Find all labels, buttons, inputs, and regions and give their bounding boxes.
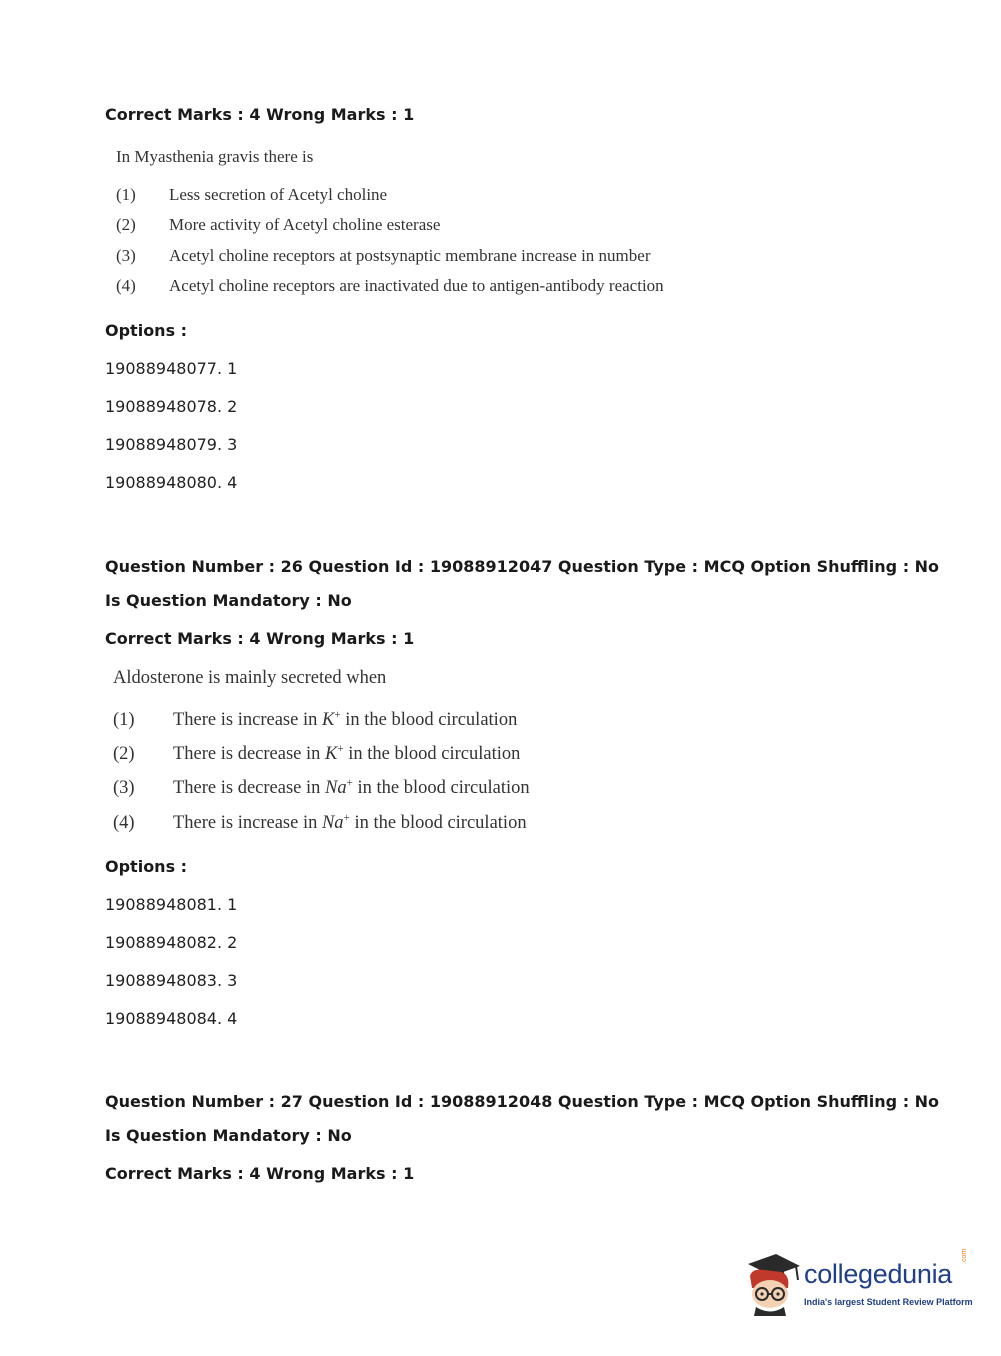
choice-number: (3) [116, 246, 136, 265]
ion-charge: + [334, 708, 341, 721]
choice-text-post: in the blood circulation [352, 778, 530, 798]
ion-charge: + [337, 742, 344, 755]
choice-text-post: in the blood circulation [340, 710, 518, 730]
choice-number: (2) [116, 215, 136, 234]
choice-number: (1) [116, 185, 136, 204]
marks-line: Correct Marks : 4 Wrong Marks : 1 [105, 629, 415, 648]
choice-text: Acetyl choline receptors at postsynaptic membrane increase in number [169, 246, 651, 265]
collegedunia-logo [742, 1250, 972, 1316]
choice-text: More activity of Acetyl choline esterase [169, 215, 441, 234]
choice-text-post: in the blood circulation [349, 813, 527, 833]
choice-item [113, 778, 613, 804]
logo-suffix: .com [961, 1248, 968, 1264]
choice-number: (4) [113, 813, 135, 833]
choice-text-pre: There is increase in [173, 710, 322, 730]
option-row: 19088948082. 2 [105, 933, 238, 952]
logo-wordmark: collegedunia [804, 1259, 953, 1289]
mandatory-line: Is Question Mandatory : No [105, 1126, 352, 1145]
ion-symbol: K [325, 744, 338, 764]
option-row: 19088948078. 2 [105, 397, 238, 416]
choice-item [116, 276, 736, 300]
mascot-icon [742, 1250, 802, 1316]
question-text: In Myasthenia gravis there is [116, 147, 314, 166]
marks-line: Correct Marks : 4 Wrong Marks : 1 [105, 105, 415, 124]
question-header: Question Number : 27 Question Id : 19088912048 Question Type : MCQ Option Shuffling : No [105, 1092, 940, 1111]
choice-text-pre: There is increase in [173, 813, 322, 833]
option-row: 19088948084. 4 [105, 1009, 238, 1028]
options-label: Options : [105, 857, 188, 876]
choice-number: (4) [116, 276, 136, 295]
choice-text: Acetyl choline receptors are inactivated due to antigen-antibody reaction [169, 276, 664, 295]
choice-text-post: in the blood circulation [343, 744, 521, 764]
choice-item [113, 813, 613, 839]
question-header: Question Number : 26 Question Id : 19088912047 Question Type : MCQ Option Shuffling : No [105, 557, 940, 576]
option-row: 19088948080. 4 [105, 473, 238, 492]
choice-text: Less secretion of Acetyl choline [169, 185, 388, 204]
option-row: 19088948081. 1 [105, 895, 238, 914]
options-label: Options : [105, 321, 188, 340]
choice-text-pre: There is decrease in [173, 778, 326, 798]
ion-symbol: Na [325, 778, 347, 798]
logo-tagline: India's largest Student Review Platform [804, 1297, 973, 1307]
choice-number: (3) [113, 778, 135, 798]
choice-item [116, 185, 736, 209]
choice-item [113, 710, 613, 736]
question-text: Aldosterone is mainly secreted when [113, 668, 387, 688]
option-row: 19088948079. 3 [105, 435, 238, 454]
option-row: 19088948077. 1 [105, 359, 238, 378]
ion-charge: + [343, 811, 350, 824]
choice-item [113, 744, 613, 770]
ion-symbol: K [321, 710, 335, 730]
choice-item [116, 246, 736, 270]
choice-number: (2) [113, 744, 135, 764]
ion-symbol: Na [321, 813, 344, 833]
option-row: 19088948083. 3 [105, 971, 238, 990]
choice-text-pre: There is decrease in [173, 744, 326, 764]
ion-charge: + [346, 776, 353, 789]
marks-line: Correct Marks : 4 Wrong Marks : 1 [105, 1164, 415, 1183]
mandatory-line: Is Question Mandatory : No [105, 591, 352, 610]
choice-number: (1) [113, 710, 135, 730]
choice-item [116, 215, 736, 239]
